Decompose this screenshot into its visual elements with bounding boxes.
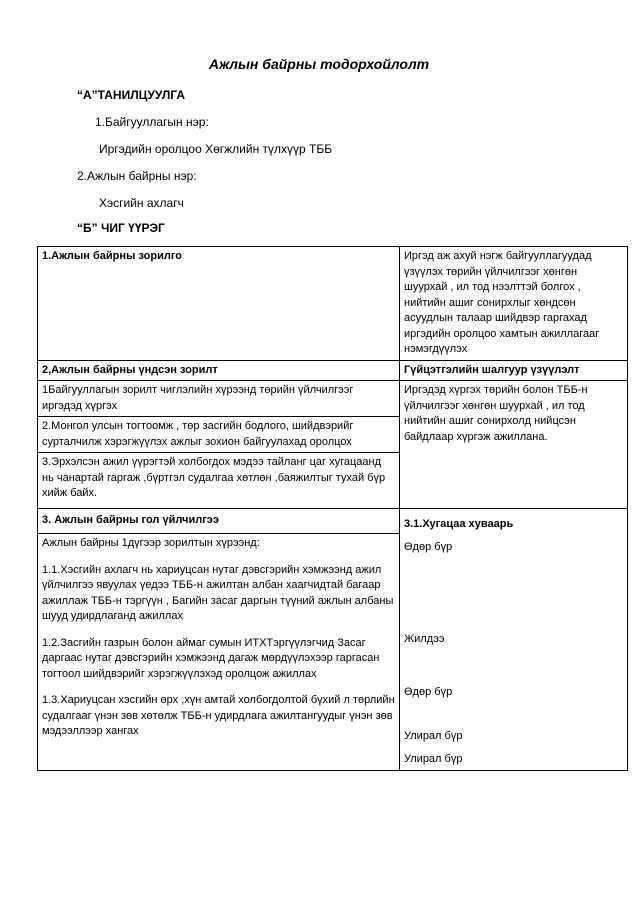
position-name-label: 2.Ажлын байрны нэр:	[77, 169, 197, 183]
job-description-table	[37, 246, 628, 771]
schedule-item-2: Жилдээ	[404, 632, 445, 645]
schedule-cell	[400, 508, 628, 770]
service-intro: Ажлын байрны 1дүгээр зорилтын хүрээнд:	[42, 537, 260, 550]
service-item-1-1: 1.1.Хэсгийн ахлагч нь хариуцсан нутаг дэвсгэрийн хэмжээнд ажил үйлчилгээ явуулах үедээ ТББ-н ажилтан албан хаагчидтай багаар ажиллаж ТББ-н тэргүүн , Багийн засаг даргын түүний ажлын албаны шууд удирдлаганд ажиллах	[42, 563, 394, 623]
service-item-1-3: 1.3.Хариуцсан хэсгийн өрх ,хүн амтай холбогдолтой бүхий л төрлийн судалгааг үнэн зөв хөтөлж ТББ-н удирдлага ажилтангуудыг үнэн зөв мэдээллээр хангах	[42, 694, 395, 738]
objective-2-cell: 2.Монгол улсын тогтоомж , төр засгийн бодлого, шийдвэрийг сурталчилж хэрэгжүүлэх ажлыг зохион байгуулахад оролцох	[38, 417, 400, 453]
objective-1-cell: 1Байгууллагын зорилт чиглэлийн хүрээнд төрийн үйлчилгээг иргэдэд хүргэх	[38, 381, 400, 417]
main-objective-label-cell: 2,Ажлын байрны үндсэн зорилт	[38, 360, 400, 381]
position-name-value: Хэсгийн ахлагч	[99, 196, 184, 210]
document-title: Ажлын байрны тодорхойлолт	[208, 56, 430, 72]
performance-criteria-label-cell: Гүйцэтгэлийн шалгуур үзүүлэлт	[400, 360, 628, 381]
purpose-text-cell: Иргэд аж ахуй нэгж байгууллагуудад үзүүлэх төрийн үйлчилгээг хөнгөн шуурхай , ил тод нээлттэй болгох , нийтийн ашиг сонирхлыг хөндсөн асуудлын талаар шийдвэр гаргахад иргэдийн оролцоо хамтын ажиллагааг нэмэгдүүлэх	[400, 247, 628, 361]
schedule-item-1: Өдөр бүр	[404, 541, 453, 553]
schedule-item-3: Өдөр бүр	[404, 686, 453, 698]
schedule-heading: 3.1.Хугацаа хуваарь	[404, 517, 514, 530]
table-row	[38, 508, 628, 534]
main-service-detail-cell	[38, 534, 400, 770]
purpose-label-cell: 1.Ажлын байрны зорилго	[38, 247, 400, 361]
table-row	[38, 360, 628, 381]
section-b-heading: “Б” ЧИГ ҮҮРЭГ	[77, 221, 165, 235]
table-row	[38, 381, 628, 417]
schedule-item-4: Улирал бүр	[404, 729, 463, 742]
performance-criteria-text-cell: Иргэдэд хүргэх төрийн болон ТББ-н үйлчилгээг хөнгөн шуурхай , ил тод нийтийн ашиг сонирхолд нийцсэн байдлаар хүргэж ажиллана.	[400, 381, 628, 509]
objective-3-cell: 3.Эрхэлсэн ажил үүрэгтэй холбогдох мэдээ тайланг цаг хугацаанд нь чанартай гаргаж ,бүртгэл судалгаа хөтлөн ,баяжилтыг тухай бүр хийж байх.	[38, 453, 400, 509]
org-name-label: 1.Байгууллагын нэр:	[95, 115, 209, 129]
org-name-value: Иргэдийн оролцоо Хөгжлийн түлхүүр ТББ	[99, 142, 333, 156]
service-item-1-2: 1.2.Засгийн газрын болон аймаг сумын ИТХТэргүүлэгчид Засаг даргаас нутаг дэвсгэрийн хэмжээнд дагаж мөрдүүлэхээр гаргасан тогтоол шийдвэрийг хэрэгжүүлэхэд оролцож ажиллах	[42, 636, 380, 680]
section-a-heading: “А”ТАНИЛЦУУЛГА	[77, 88, 185, 102]
table-row	[38, 247, 628, 361]
schedule-item-5: Улирал бүр	[404, 753, 463, 765]
main-service-label-cell: 3. Ажлын байрны гол үйлчилгээ	[38, 508, 400, 534]
